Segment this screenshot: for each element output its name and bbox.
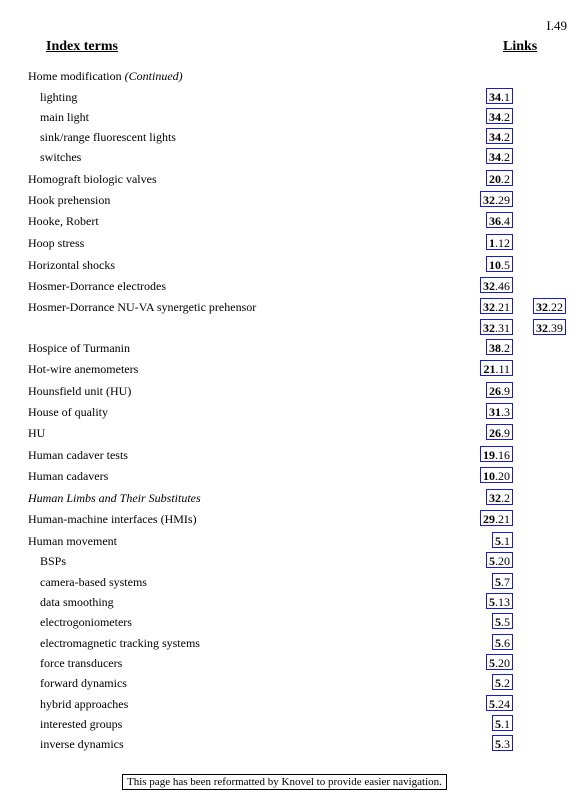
link-section: .2 [501, 491, 510, 505]
index-row [0, 613, 581, 631]
index-term [40, 90, 77, 105]
link-chapter: 5 [495, 534, 501, 548]
link-section: .1 [501, 90, 510, 104]
index-term [40, 636, 200, 651]
link-chapter: 26 [489, 384, 501, 398]
page-link[interactable] [480, 319, 513, 335]
index-row [0, 148, 581, 166]
link-section: .24 [495, 697, 510, 711]
index-row [0, 446, 581, 464]
index-terms-header: Index terms [46, 39, 118, 54]
index-term-label: data smoothing [40, 595, 114, 609]
page-link[interactable] [486, 552, 513, 568]
page-link[interactable] [486, 170, 513, 186]
link-chapter: 34 [489, 90, 501, 104]
index-term-label: Hoop stress [28, 236, 85, 250]
link-section: .46 [495, 279, 510, 293]
link-chapter: 32 [536, 300, 548, 314]
link-section: .2 [501, 172, 510, 186]
link-chapter: 34 [489, 110, 501, 124]
page-link[interactable] [486, 593, 513, 609]
index-row [0, 67, 581, 85]
index-term [28, 534, 117, 549]
index-term [28, 214, 99, 229]
link-section: .21 [495, 300, 510, 314]
index-term [40, 575, 147, 590]
link-chapter: 32 [536, 321, 548, 335]
link-section: .3 [501, 737, 510, 751]
index-term-label: interested groups [40, 717, 123, 731]
index-row [0, 593, 581, 611]
index-term [28, 341, 130, 356]
link-chapter: 5 [495, 615, 501, 629]
index-term-label: hybrid approaches [40, 697, 129, 711]
index-row [0, 339, 581, 357]
link-chapter: 36 [489, 214, 501, 228]
page-link[interactable] [492, 573, 513, 589]
index-term-label: Homograft biologic valves [28, 172, 157, 186]
index-term [28, 362, 138, 377]
index-term-label: Human-machine interfaces (HMIs) [28, 512, 197, 526]
page-link[interactable] [486, 108, 513, 124]
index-term-label: Hounsfield unit (HU) [28, 384, 132, 398]
link-section: .12 [495, 236, 510, 250]
index-row [0, 573, 581, 591]
index-row [0, 735, 581, 753]
index-row [0, 510, 581, 528]
index-term [28, 426, 45, 441]
page-link[interactable] [492, 634, 513, 650]
index-row [0, 382, 581, 400]
page-link[interactable] [486, 256, 513, 272]
link-chapter: 5 [495, 575, 501, 589]
page-link[interactable] [486, 88, 513, 104]
page-link[interactable] [533, 298, 566, 314]
page-link[interactable] [486, 489, 513, 505]
index-row [0, 634, 581, 652]
link-chapter: 5 [495, 636, 501, 650]
link-section: .9 [501, 426, 510, 440]
link-chapter: 5 [489, 595, 495, 609]
index-term [40, 697, 128, 712]
index-term-label: sink/range fluorescent lights [40, 130, 176, 144]
index-term [28, 279, 166, 294]
link-chapter: 5 [489, 554, 495, 568]
link-section: .2 [501, 676, 510, 690]
link-section: .31 [495, 321, 510, 335]
link-section: .1 [501, 717, 510, 731]
link-chapter: 5 [489, 697, 495, 711]
link-section: .13 [495, 595, 510, 609]
link-section: .7 [501, 575, 510, 589]
index-term [28, 300, 256, 315]
page-link[interactable] [486, 654, 513, 670]
index-term-label: Human cadaver tests [28, 448, 128, 462]
page-link[interactable] [492, 613, 513, 629]
index-term-label: Hot-wire anemometers [28, 362, 139, 376]
index-row [0, 467, 581, 485]
index-row [0, 298, 581, 316]
index-term [40, 615, 132, 630]
index-term [28, 258, 115, 273]
link-section: .39 [548, 321, 563, 335]
index-term-label: electromagnetic tracking systems [40, 636, 200, 650]
link-chapter: 31 [489, 405, 501, 419]
page-link[interactable] [480, 467, 513, 483]
link-chapter: 34 [489, 130, 501, 144]
index-term [28, 69, 183, 84]
link-chapter: 5 [489, 656, 495, 670]
index-row [0, 552, 581, 570]
index-row [0, 108, 581, 126]
index-row [0, 212, 581, 230]
link-chapter: 5 [495, 676, 501, 690]
index-term [40, 150, 81, 165]
link-section: .21 [495, 512, 510, 526]
link-section: .6 [501, 636, 510, 650]
index-row [0, 277, 581, 295]
index-term-label: lighting [40, 90, 78, 104]
index-row [0, 424, 581, 442]
page-link[interactable] [486, 382, 513, 398]
link-section: .9 [501, 384, 510, 398]
page-link[interactable] [480, 298, 513, 314]
link-section: .20 [495, 554, 510, 568]
index-term-label: main light [40, 110, 89, 124]
index-term-label: Hook prehension [28, 193, 111, 207]
link-section: .11 [495, 362, 510, 376]
index-term [40, 554, 66, 569]
index-term [28, 193, 110, 208]
index-term [28, 469, 108, 484]
index-term-label: Human Limbs and Their Substitutes [28, 491, 201, 505]
index-term-label: House of quality [28, 405, 108, 419]
link-chapter: 32 [489, 491, 501, 505]
index-term-label: electrogoniometers [40, 615, 132, 629]
page-link[interactable] [486, 148, 513, 164]
index-term-label: Home modification [28, 69, 122, 83]
index-term [40, 737, 124, 752]
index-term [28, 512, 197, 527]
index-term [28, 172, 157, 187]
link-section: .2 [501, 341, 510, 355]
link-chapter: 1 [489, 236, 495, 250]
link-chapter: 19 [483, 448, 495, 462]
index-term-label: Hospice of Turmanin [28, 341, 130, 355]
page-link[interactable] [480, 510, 513, 526]
page-link[interactable] [486, 339, 513, 355]
index-term-label: HU [28, 426, 46, 440]
page-link[interactable] [486, 695, 513, 711]
index-term-label: inverse dynamics [40, 737, 124, 751]
page-link[interactable] [492, 735, 513, 751]
page-link[interactable] [492, 715, 513, 731]
index-row [0, 715, 581, 733]
link-chapter: 38 [489, 341, 501, 355]
index-row [0, 695, 581, 713]
page-link[interactable] [533, 319, 566, 335]
index-row [0, 256, 581, 274]
index-term-label: Hooke, Robert [28, 214, 99, 228]
link-section: .20 [495, 656, 510, 670]
index-row [0, 532, 581, 550]
knovel-footer-note: This page has been reformatted by Knovel to provide easier navigation. [122, 774, 447, 790]
index-term-label: Hosmer-Dorrance NU-VA synergetic prehensor [28, 300, 257, 314]
index-row [0, 234, 581, 252]
link-chapter: 21 [483, 362, 496, 376]
index-term-label: forward dynamics [40, 676, 127, 690]
link-section: .20 [495, 469, 510, 483]
link-section: .2 [501, 130, 510, 144]
link-chapter: 32 [483, 321, 495, 335]
index-row [0, 128, 581, 146]
index-term [40, 130, 176, 145]
page-link[interactable] [486, 128, 513, 144]
link-section: .3 [501, 405, 510, 419]
index-term-label: Human cadavers [28, 469, 109, 483]
link-chapter: 5 [495, 717, 501, 731]
index-term [28, 384, 131, 399]
link-chapter: 34 [489, 150, 501, 164]
index-term [40, 676, 127, 691]
index-term-label: Hosmer-Dorrance electrodes [28, 279, 167, 293]
index-row [0, 191, 581, 209]
link-chapter: 32 [483, 300, 495, 314]
link-section: .2 [501, 110, 510, 124]
page-number: I.49 [546, 18, 567, 33]
page-link[interactable] [486, 212, 513, 228]
page-link[interactable] [486, 424, 513, 440]
link-section: .16 [495, 448, 510, 462]
index-term [40, 595, 114, 610]
link-chapter: 10 [489, 258, 501, 272]
page-link[interactable] [492, 532, 513, 548]
link-chapter: 5 [495, 737, 501, 751]
link-chapter: 20 [489, 172, 501, 186]
index-row [0, 360, 581, 378]
index-term [28, 236, 84, 251]
index-term [28, 448, 128, 463]
page-link[interactable] [486, 403, 513, 419]
index-term [40, 656, 122, 671]
page-link[interactable] [492, 674, 513, 690]
index-term-label: force transducers [40, 656, 123, 670]
index-term-label: camera-based systems [40, 575, 147, 589]
index-term [40, 110, 89, 125]
links-header: Links [503, 39, 538, 54]
page-link[interactable] [486, 234, 513, 250]
continued-label: (Continued) [121, 69, 183, 83]
link-section: .5 [501, 615, 510, 629]
index-term-label: Horizontal shocks [28, 258, 115, 272]
index-row [0, 674, 581, 692]
page-link[interactable] [480, 191, 513, 207]
link-chapter: 10 [483, 469, 495, 483]
page-link[interactable] [480, 446, 513, 462]
index-term [28, 405, 108, 420]
link-section: .29 [495, 193, 510, 207]
link-section: .4 [501, 214, 510, 228]
index-term [28, 491, 201, 506]
index-term-label: Human movement [28, 534, 117, 548]
page-link[interactable] [480, 360, 513, 376]
link-chapter: 26 [489, 426, 501, 440]
index-row [0, 170, 581, 188]
link-section: .5 [501, 258, 510, 272]
index-row [0, 403, 581, 421]
index-term [40, 717, 122, 732]
link-section: .2 [501, 150, 510, 164]
page-link[interactable] [480, 277, 513, 293]
index-row [0, 489, 581, 507]
index-row [0, 88, 581, 106]
index-term-label: BSPs [40, 554, 67, 568]
index-row [0, 654, 581, 672]
link-chapter: 29 [483, 512, 495, 526]
link-chapter: 32 [483, 193, 495, 207]
index-term-label: switches [40, 150, 82, 164]
index-row [0, 319, 581, 337]
link-section: .1 [501, 534, 510, 548]
link-section: .22 [548, 300, 563, 314]
link-chapter: 32 [483, 279, 495, 293]
